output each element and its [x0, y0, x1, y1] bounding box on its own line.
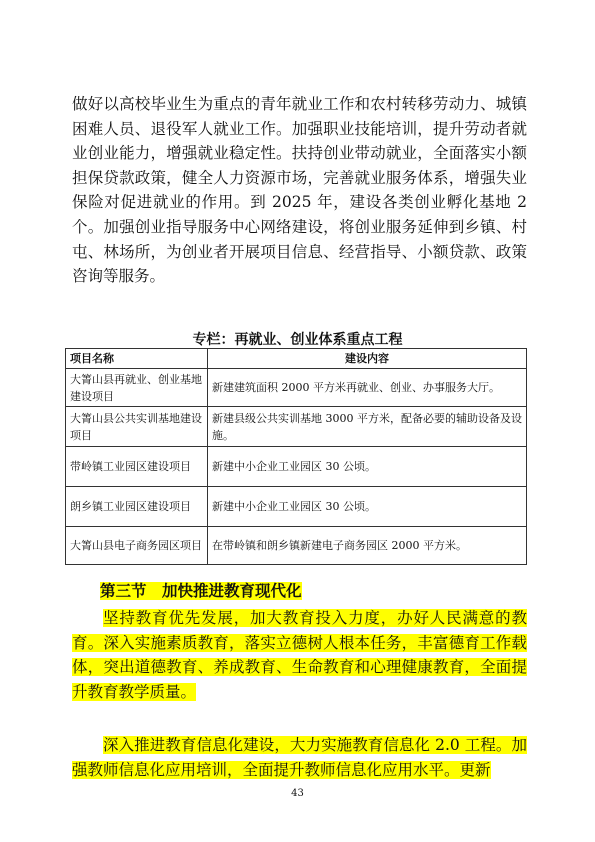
section-heading [100, 580, 302, 602]
section-heading-text: 第三节 加快推进教育现代化 [100, 582, 302, 600]
project-content-cell: 在带岭镇和朗乡镇新建电子商务园区 2000 平方米。 [208, 527, 527, 565]
project-content-cell: 新建中小企业工业园区 30 公顷。 [208, 447, 527, 487]
project-name-cell: 带岭镇工业园区建设项目 [66, 447, 208, 487]
box-title: 专栏：再就业、创业体系重点工程 [192, 332, 403, 348]
table-row [66, 407, 527, 447]
table-row [66, 447, 527, 487]
project-content-cell: 新建建筑面积 2000 平方米再就业、创业、办事服务大厅。 [208, 369, 527, 407]
project-name-cell: 大箐山县再就业、创业基地建设项目 [66, 369, 208, 407]
projects-table [65, 348, 527, 565]
education-paragraph-2 [72, 733, 527, 782]
table-header-row [66, 349, 527, 369]
table-row [66, 369, 527, 407]
project-content-cell: 新建中小企业工业园区 30 公顷。 [208, 487, 527, 527]
project-name-cell: 大箐山县公共实训基地建设项目 [66, 407, 208, 447]
header-construction-content: 建设内容 [208, 349, 527, 369]
project-name-cell: 朗乡镇工业园区建设项目 [66, 487, 208, 527]
project-content-cell: 新建县级公共实训基地 3000 平方米，配备必要的辅助设备及设施。 [208, 407, 527, 447]
education-paragraph-1 [72, 606, 527, 704]
table-row [66, 487, 527, 527]
highlighted-text: 深入推进教育信息化建设，大力实施教育信息化 2.0 工程。加强教师信息化应用培训，全面提升教师信息化应用水平。更新 [72, 736, 527, 779]
header-project-name: 项目名称 [66, 349, 208, 369]
project-name-cell: 大箐山县电子商务园区项目 [66, 527, 208, 565]
highlighted-text: 坚持教育优先发展，加大教育投入力度，办好人民满意的教育。深入实施素质教育，落实立德树人根本任务，丰富德育工作载体，突出道德教育、养成教育、生命教育和心理健康教育，全面提升教育教学质量。 [72, 609, 527, 701]
page-number: 43 [291, 788, 304, 799]
table-row [66, 527, 527, 565]
intro-paragraph: 做好以高校毕业生为重点的青年就业工作和农村转移劳动力、城镇困难人员、退役军人就业工作。加强职业技能培训，提升劳动者就业创业能力，增强就业稳定性。扶持创业带动就业，全面落实小额担保贷款政策，健全人力资源市场，完善就业服务体系，增强失业保险对促进就业的作用。到 2025 年，建设各类创业孵化基地 2 个。加强创业指导服务中心网络建设，将创业服务延伸到乡镇、村屯、林场所，为创业者开展项目信息、经营指导、小额贷款、政策咨询等服务。 [72, 95, 527, 286]
